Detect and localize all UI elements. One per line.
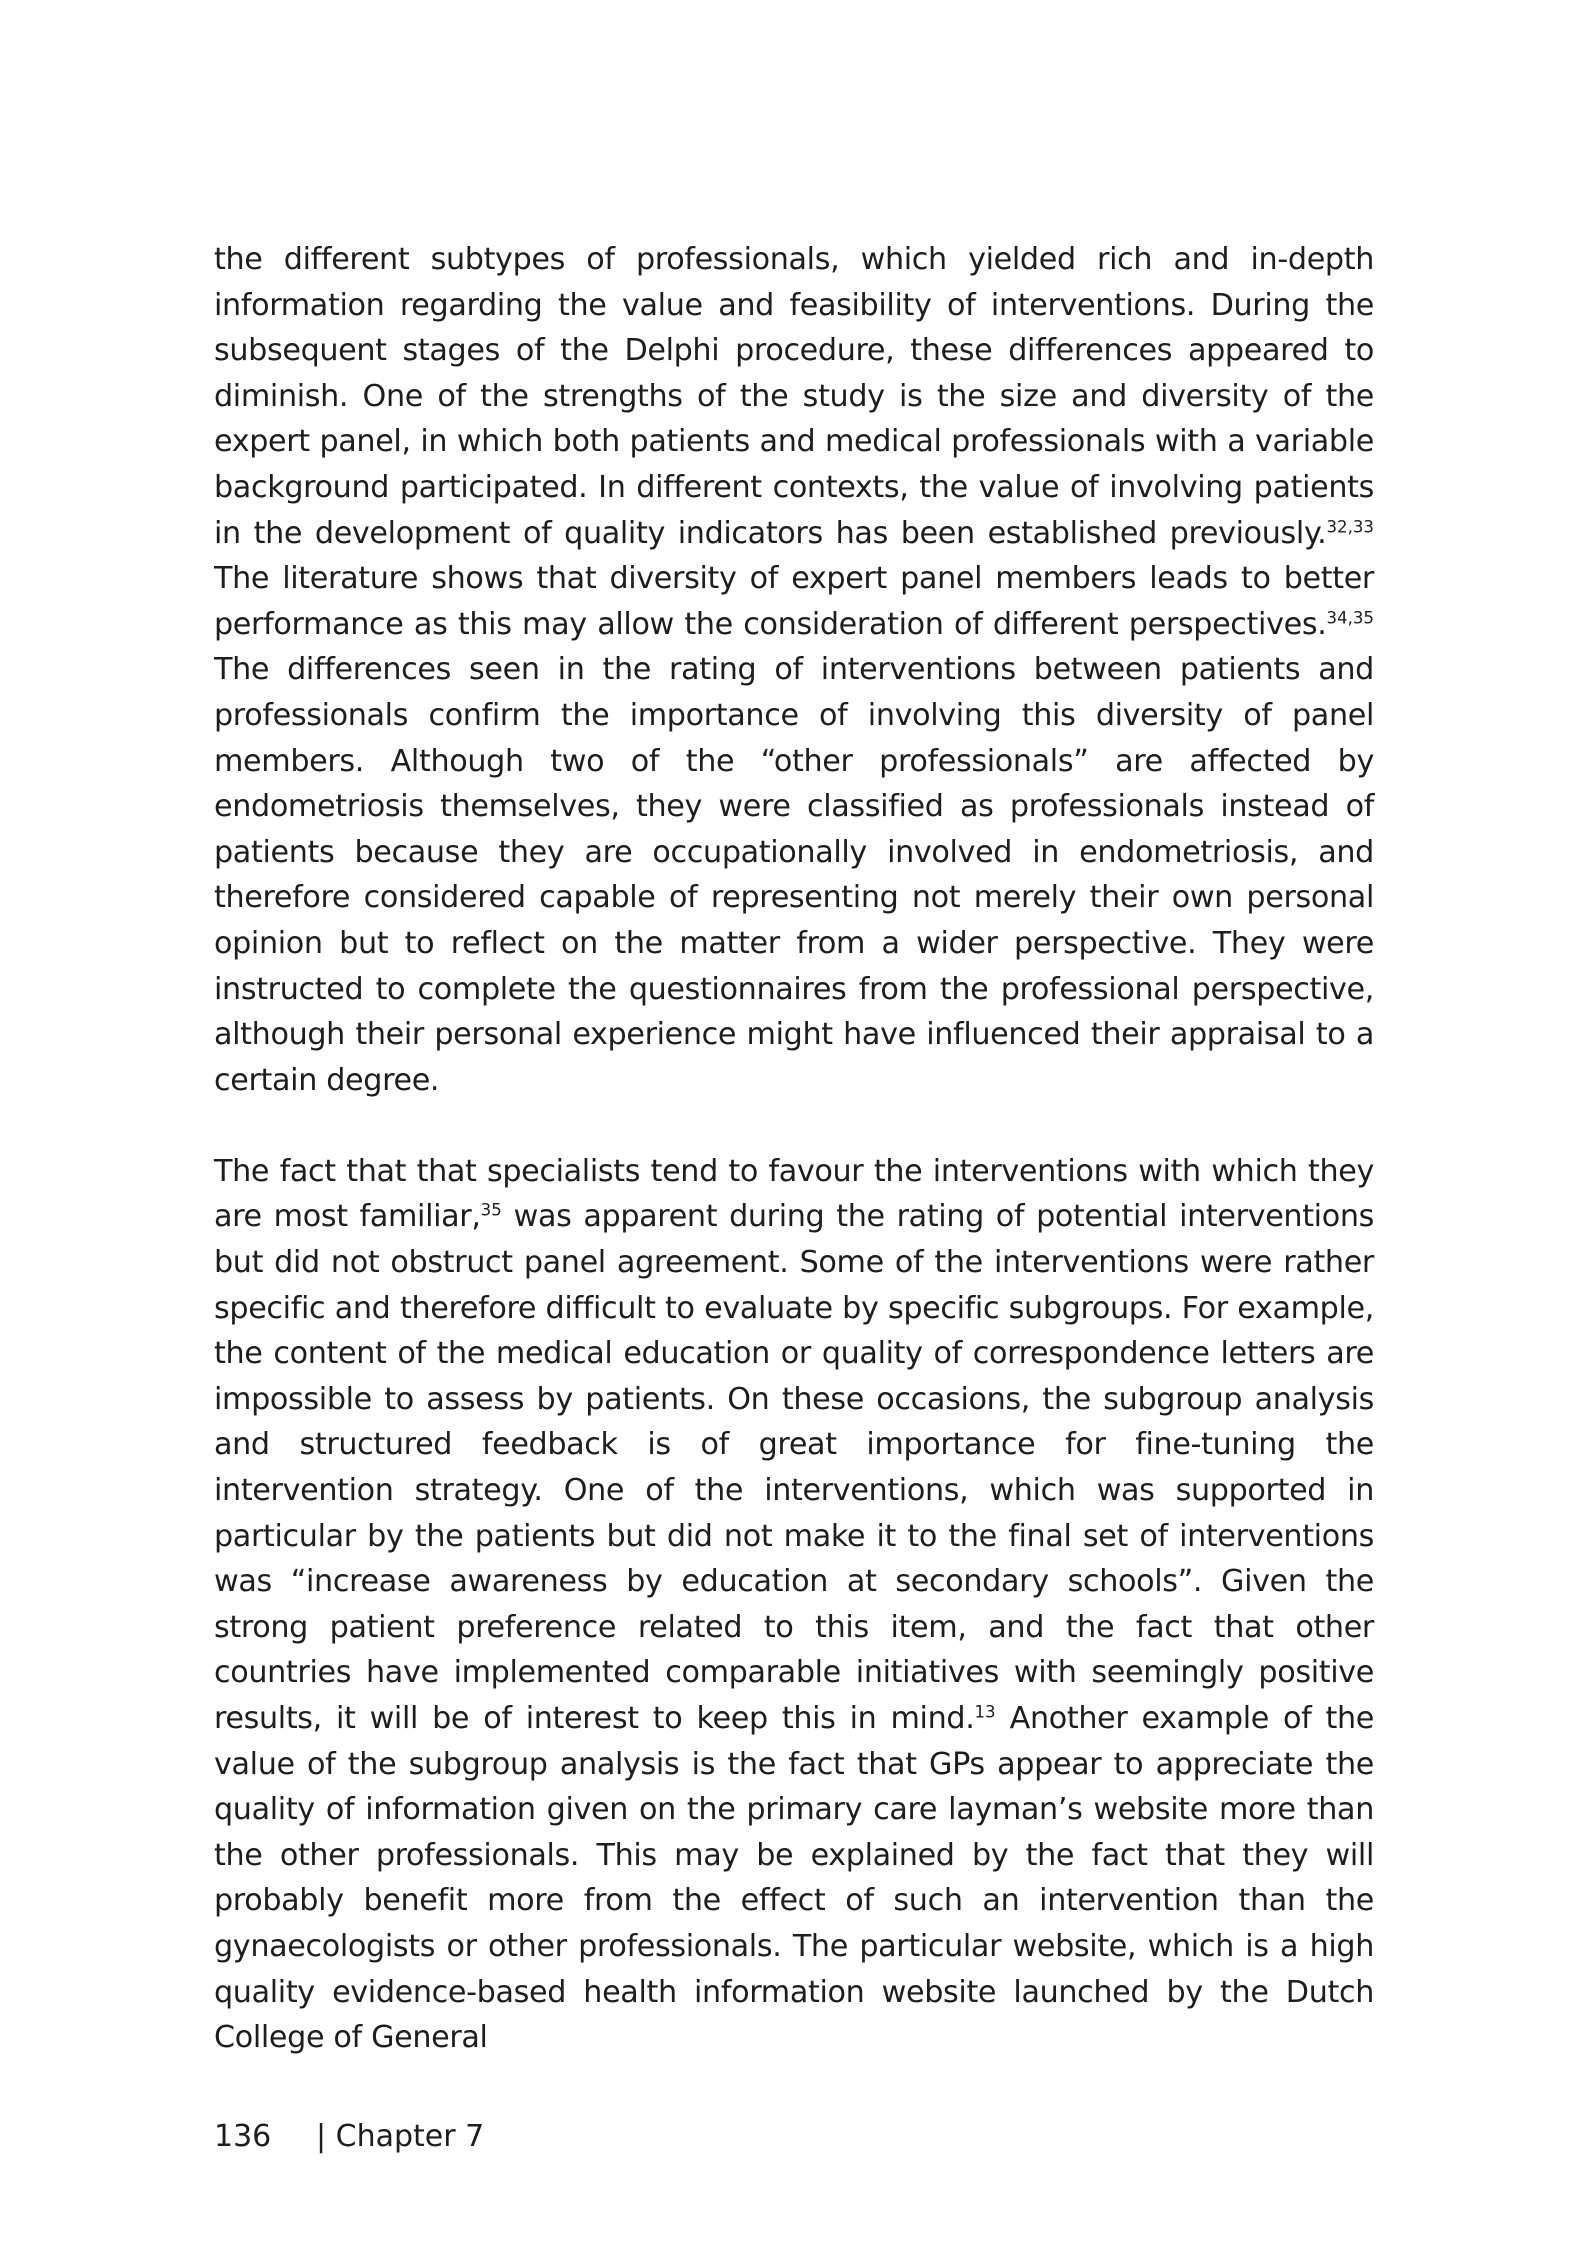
page-footer (214, 2117, 484, 2157)
text-run: The differences seen in the rating of interventions between patients and professionals confirm the importance of involving this diversity of panel members. Although two of the “other professionals” are affected by endometriosis themselves, they were classified as professionals instead of patients because they are occupationally involved in endometriosis, and therefore considered capable of representing not merely their own personal opinion but to reflect on the matter from a wider perspective. They were instructed to complete the questionnaires from the professional perspective, although their personal experience might have influenced their appraisal to a certain degree. (214, 652, 1374, 1098)
citation-superscript: 32,33 (1326, 517, 1374, 537)
text-run: The fact that that specialists tend to favour the interventions with which they are most familiar, (214, 1153, 1374, 1235)
text-run: the different subtypes of professionals, which yielded rich and in-depth information regarding the value and feasibility of interventions. During the subsequent stages of the Delphi procedure, these differences appeared to diminish. One of the strengths of the study is the size and diversity of the expert panel, in which both patients and medical professionals with a variable background participated. In different contexts, the value of involving patients in the development of quality indicators has been established previously. (214, 242, 1374, 551)
text-run: was apparent during the rating of potential interventions but did not obstruct panel agreement. Some of the interventions were rather specific and therefore difficult to evaluate by specific subgroups. For example, the content of the medical education or quality of correspondence letters are impossible to assess by patients. On these occasions, the subgroup analysis and structured feedback is of great importance for fine-tuning the intervention strategy. One of the interventions, which was supported in particular by the patients but did not make it to the final set of interventions was “increase awareness by education at secondary schools”. Given the strong patient preference related to this item, and the fact that other countries have implemented comparable initiatives with seemingly positive results, it will be of interest to keep this in mind. (214, 1199, 1375, 1736)
body-text (214, 237, 1374, 2061)
citation-superscript: 35 (480, 1201, 502, 1221)
text-run: Another example of the value of the subgroup analysis is the fact that GPs appear to appreciate the quality of information given on the primary care layman’s website more than the other professionals. This may be explained by the fact that they will probably benefit more from the effect of such an intervention than the gynaecologists or other professionals. The particular website, which is a high quality evidence-based health information website launched by the Dutch College of General (214, 1701, 1374, 2056)
page-number: 136 (214, 2119, 272, 2154)
citation-superscript: 13 (974, 1702, 996, 1722)
chapter-label: | Chapter 7 (316, 2119, 485, 2154)
citation-superscript: 34,35 (1326, 608, 1374, 628)
paragraph (214, 237, 1374, 1103)
paragraph (214, 1149, 1374, 2061)
text-run: The literature shows that diversity of expert panel members leads to better performance as this may allow the consideration of different perspectives. (214, 561, 1374, 642)
